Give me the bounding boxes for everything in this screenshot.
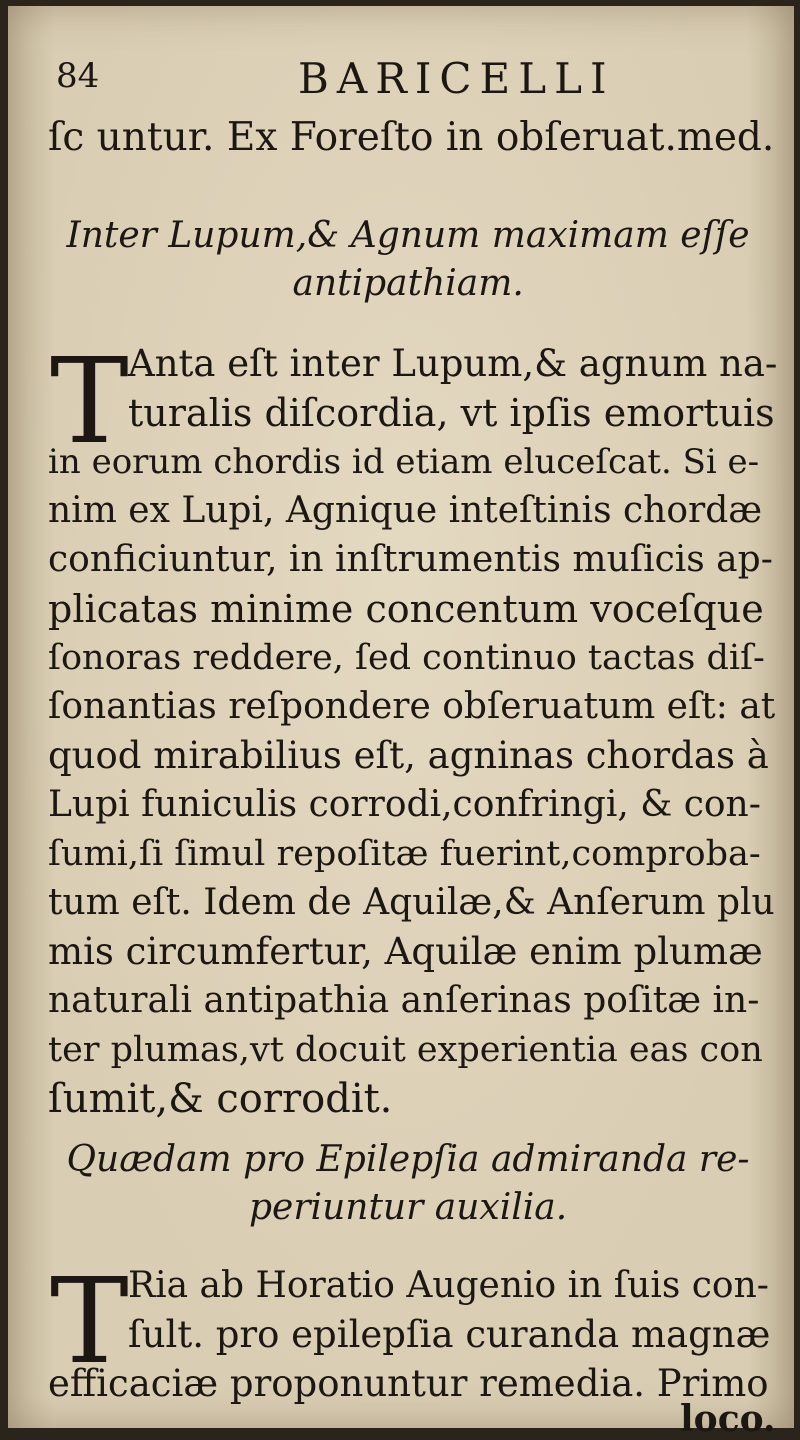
section1-line-1: Anta eſt inter Lupum,& agnum na- xyxy=(128,342,778,385)
section1-line-14: naturali antipathia anſerinas poſitæ in- xyxy=(48,980,760,1021)
section1-line-8: ſonantias reſpondere obſeruatum eſt: at xyxy=(48,686,776,727)
section1-line-15: ter plumas,vt docuit experientia eas con xyxy=(48,1030,763,1070)
section2-heading-line-1: Quædam pro Epilepſia admiranda re- xyxy=(66,1139,750,1180)
opening-line: ſc untur. Ex Foreſto in obſeruat.med. xyxy=(48,115,775,160)
catch-word: loco. xyxy=(680,1398,776,1440)
section2-line-3: efficaciæ proponuntur remedia. Primo xyxy=(48,1362,769,1405)
section1-line-4: nim ex Lupi, Agnique inteſtinis chordæ xyxy=(48,490,763,531)
section1-line-9: quod mirabilius eſt, agninas chordas à xyxy=(48,734,769,777)
section1-line-3: in eorum chordis id etiam eluceſcat. Si e- xyxy=(48,442,760,482)
section1-line-12: tum eſt. Idem de Aquilæ,& Anſerum plu xyxy=(48,882,775,923)
section1-line-5: conficiuntur, in inſtrumentis muſicis ap- xyxy=(48,539,773,580)
section2-drop-cap: T xyxy=(50,1252,129,1390)
book-page xyxy=(8,6,794,1440)
section1-heading-line-2: antipathiam. xyxy=(292,263,524,304)
section1-drop-cap: T xyxy=(50,332,129,470)
section2-line-1: Ria ab Horatio Augenio in ſuis con- xyxy=(128,1265,769,1306)
section1-line-11: ſumi,ſi ſimul repoſitæ fuerint,comproba- xyxy=(48,834,761,874)
section1-line-7: ſonoras reddere, ſed continuo tactas diſ- xyxy=(48,638,765,678)
section1-line-10: Lupi funiculis corrodi,confringi, & con- xyxy=(48,784,761,825)
page-number: 84 xyxy=(56,56,100,96)
running-title: BARICELLI xyxy=(298,54,615,103)
section1-line-6: plicatas minime concentum voceſque xyxy=(48,587,764,631)
section1-heading-line-1: Inter Lupum,& Agnum maximam eſſe xyxy=(66,215,750,256)
section2-line-2: ſult. pro epilepſia curanda magnæ xyxy=(128,1313,771,1356)
section2-heading-line-2: periuntur auxilia. xyxy=(249,1187,568,1228)
section1-line-13: mis circumfertur, Aquilæ enim plumæ xyxy=(48,930,763,973)
section1-line-16: ſumit,& corrodit. xyxy=(48,1076,393,1122)
section1-line-2: turalis diſcordia, vt ipſis emortuis xyxy=(128,391,775,435)
running-head xyxy=(48,54,768,114)
